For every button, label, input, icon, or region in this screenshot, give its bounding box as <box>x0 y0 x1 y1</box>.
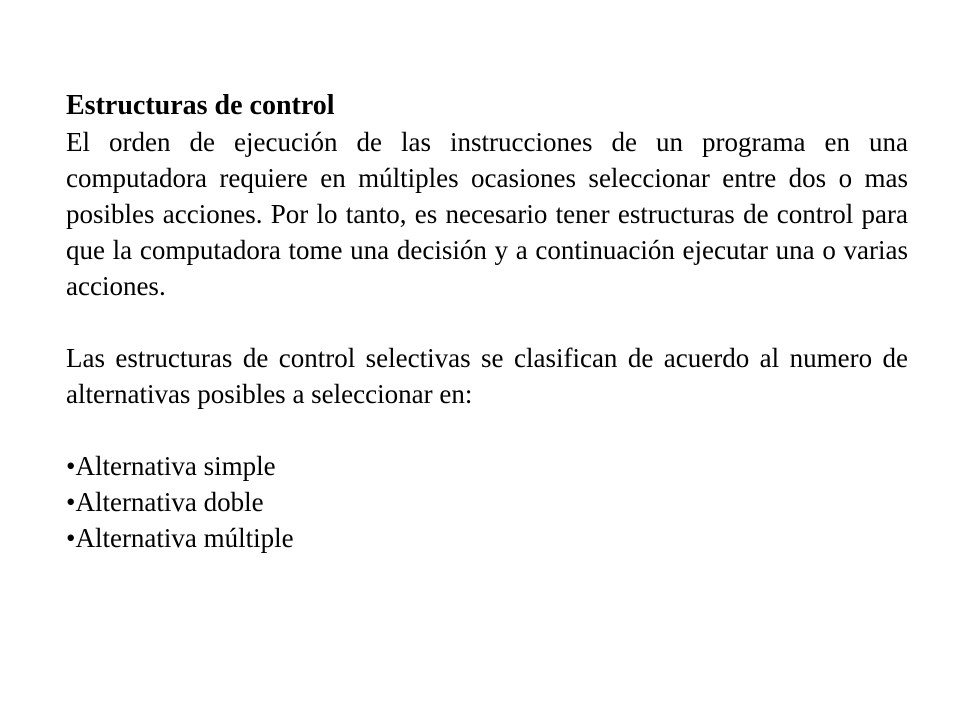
list-item <box>66 520 908 556</box>
list-item <box>66 448 908 484</box>
list-spacer <box>66 412 908 448</box>
list-item-label: Alternativa doble <box>75 487 264 517</box>
alternatives-list <box>66 448 908 556</box>
list-item <box>66 484 908 520</box>
intro-paragraph: El orden de ejecución de las instrucciones de un programa en una computadora requiere en múltiples ocasiones seleccionar entre dos o mas posibles acciones. Por lo tanto, es necesario tener estructuras de control para que la computadora tome una decisión y a continuación ejecutar una o varias acciones. <box>66 127 908 301</box>
bullet-icon: • <box>66 451 76 481</box>
slide-content <box>66 88 908 556</box>
classification-paragraph: Las estructuras de control selectivas se clasifican de acuerdo al numero de alternativas posibles a seleccionar en: <box>66 343 908 409</box>
bullet-icon: • <box>66 523 76 553</box>
list-item-label: Alternativa simple <box>75 451 276 481</box>
list-item-label: Alternativa múltiple <box>75 523 294 553</box>
slide-title: Estructuras de control <box>66 90 335 121</box>
paragraph-spacer <box>66 304 908 340</box>
bullet-icon: • <box>66 487 76 517</box>
